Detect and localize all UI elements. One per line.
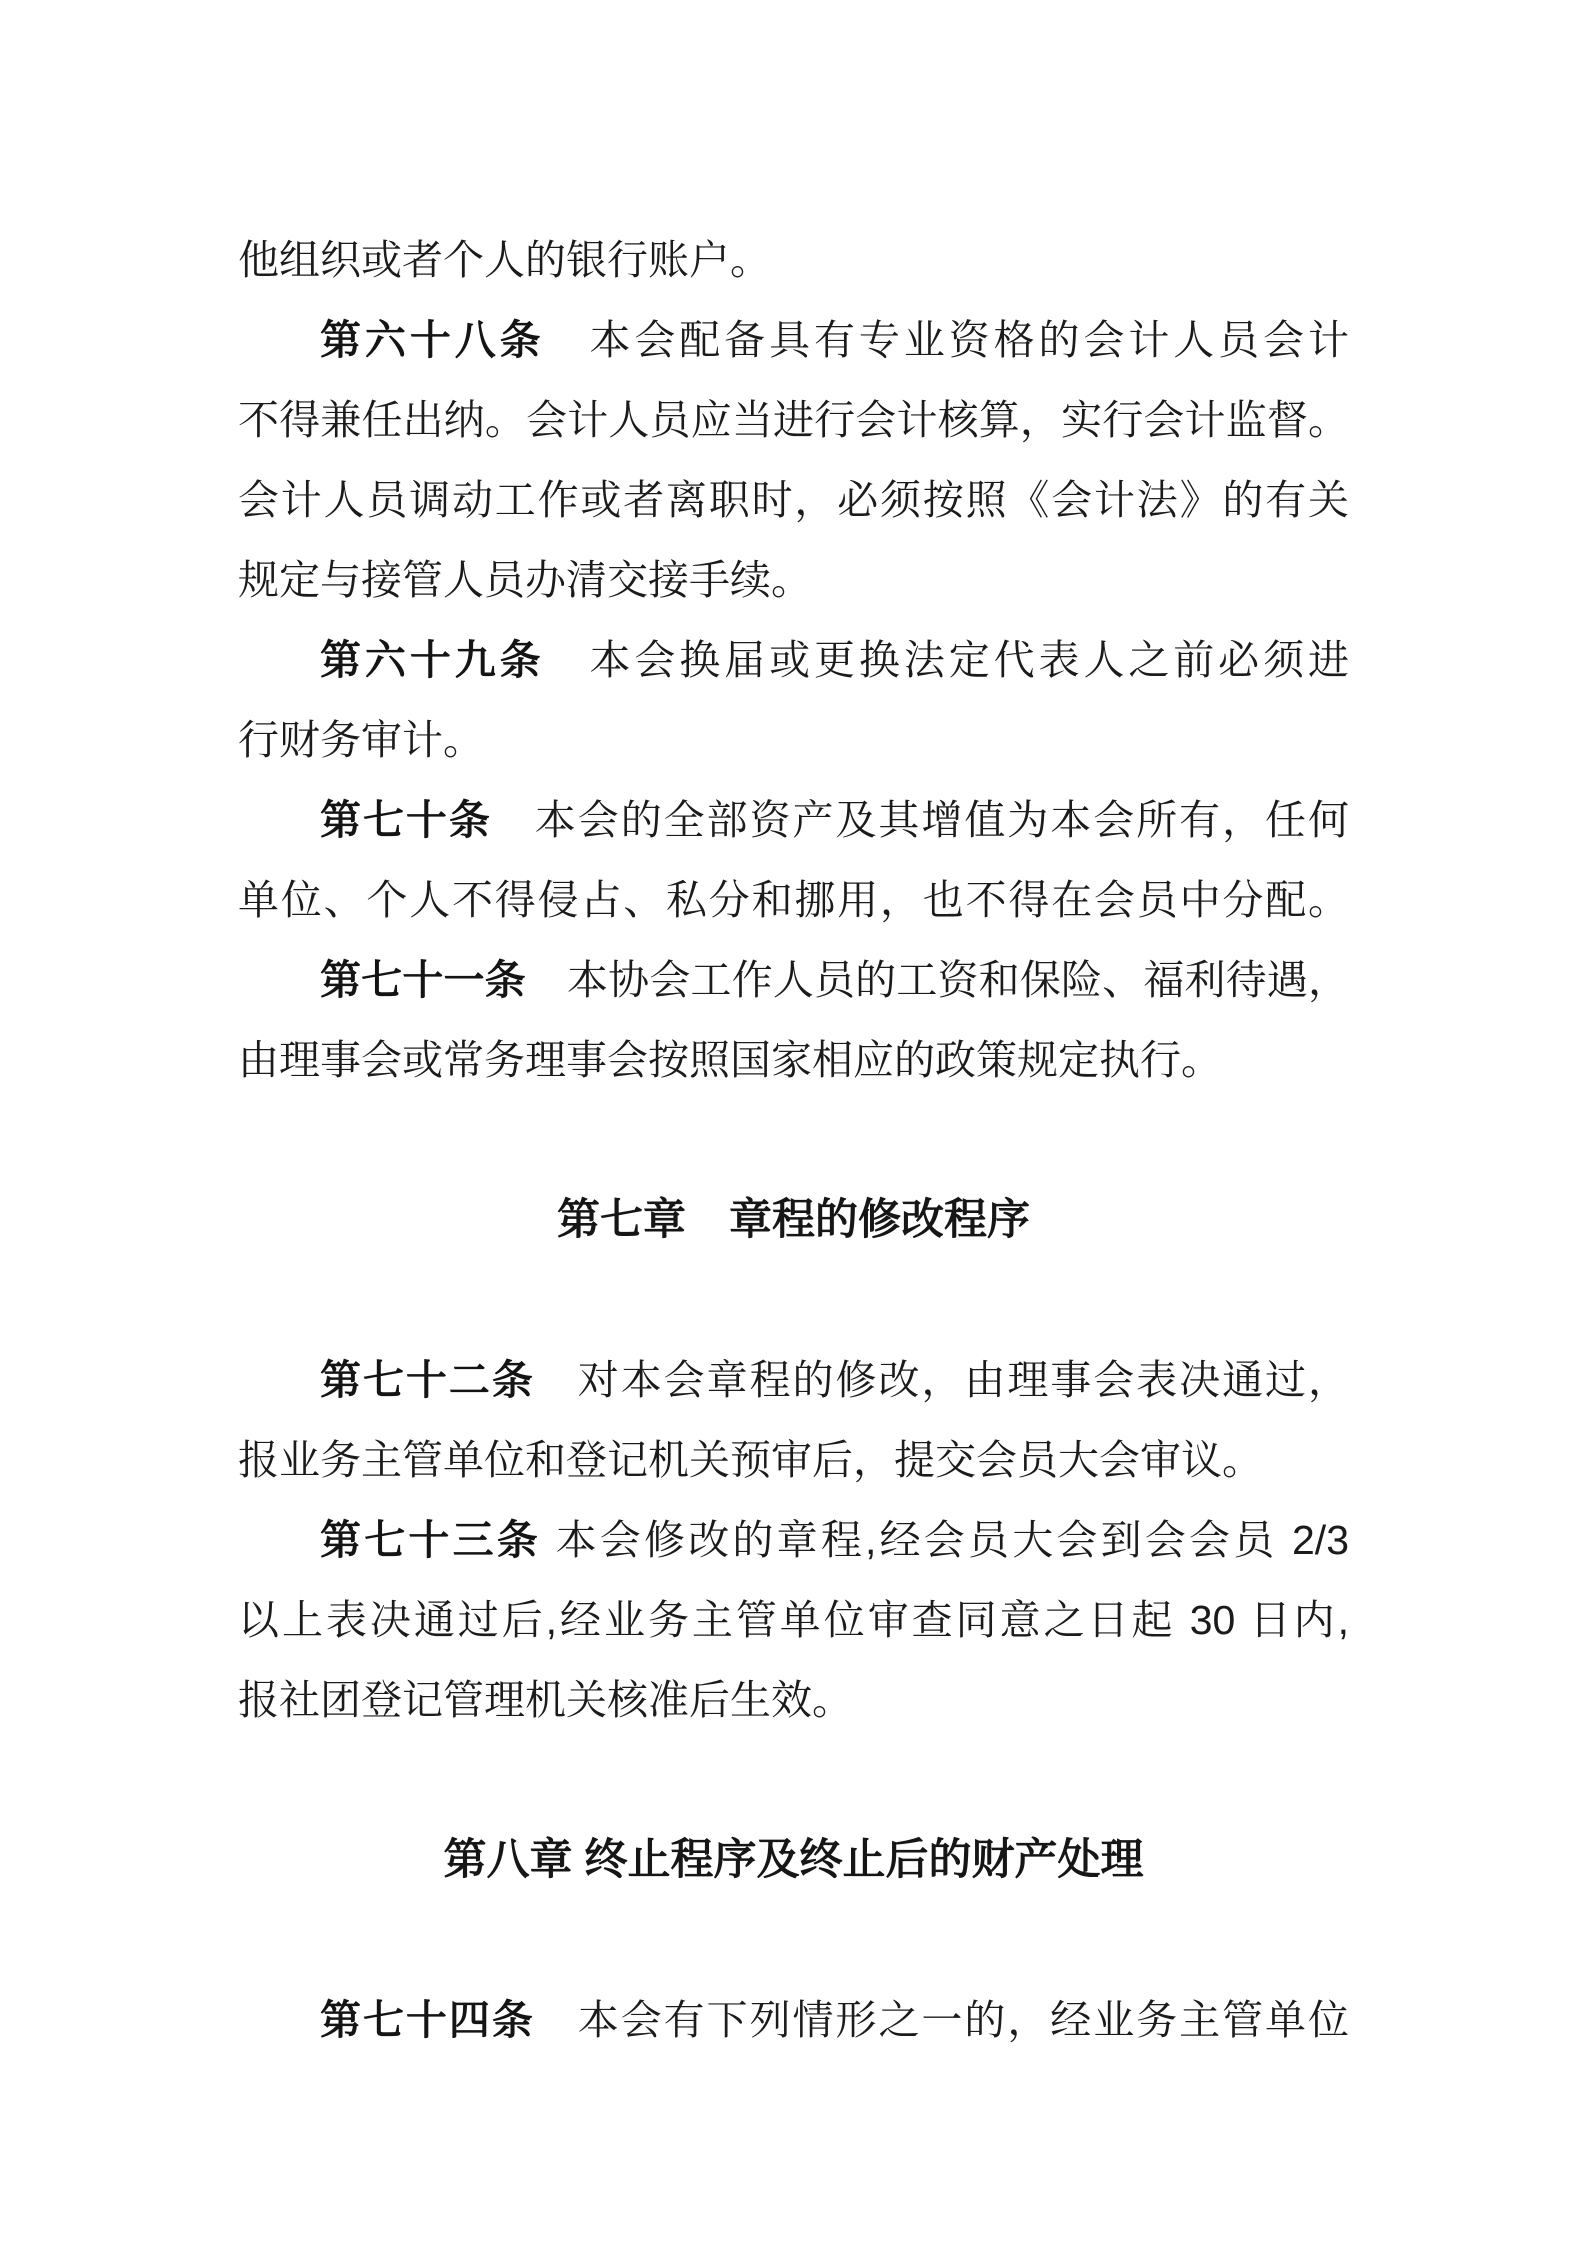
blank-line <box>238 1740 1349 1820</box>
line-text: 由理事会或常务理事会按照国家相应的政策规定执行。 <box>238 1037 1222 1083</box>
line-text: 会计人员调动工作或者离职时，必须按照《会计法》的有关 <box>238 477 1349 523</box>
line-text: 不得兼任出纳。会计人员应当进行会计核算，实行会计监督。 <box>238 397 1349 443</box>
blank-line <box>238 1900 1349 1980</box>
text-line <box>238 1660 1349 1740</box>
line-text: 本协会工作人员的工资和保险、福利待遇， <box>525 957 1350 1003</box>
text-line <box>238 380 1349 460</box>
line-text: 本会有下列情形之一的，经业务主管单位 <box>534 1997 1350 2043</box>
text-line <box>238 300 1349 380</box>
text-line <box>238 940 1349 1020</box>
text-line <box>238 540 1349 620</box>
text-line <box>238 780 1349 860</box>
article-number: 第七十一条 <box>320 957 526 1003</box>
text-line <box>238 1580 1349 1660</box>
chapter-heading <box>238 1820 1349 1900</box>
line-text: 单位、个人不得侵占、私分和挪用，也不得在会员中分配。 <box>238 877 1349 923</box>
line-text: 本会配备具有专业资格的会计人员会计 <box>544 317 1349 363</box>
blank-line <box>238 1260 1349 1340</box>
line-text: 本会修改的章程,经会员大会到会会员 2/3 <box>541 1517 1350 1563</box>
text-line <box>238 620 1349 700</box>
text-line <box>238 860 1349 940</box>
chapter-heading-text: 第七章 章程的修改程序 <box>557 1196 1030 1244</box>
line-text: 规定与接管人员办清交接手续。 <box>238 557 812 603</box>
chapter-heading-text: 第八章 终止程序及终止后的财产处理 <box>443 1836 1144 1884</box>
line-text: 本会的全部资产及其增值为本会所有，任何 <box>491 797 1349 843</box>
text-line <box>238 1980 1349 2060</box>
line-text: 报业务主管单位和登记机关预审后，提交会员大会审议。 <box>238 1437 1263 1483</box>
article-number: 第七十条 <box>320 797 492 843</box>
article-number: 第六十九条 <box>320 637 545 683</box>
line-text: 报社团登记管理机关核准后生效。 <box>238 1677 853 1723</box>
chapter-heading <box>238 1180 1349 1260</box>
text-line <box>238 700 1349 780</box>
blank-line <box>238 1100 1349 1180</box>
article-number: 第六十八条 <box>320 317 545 363</box>
article-number: 第七十三条 <box>320 1517 542 1563</box>
text-line <box>238 1500 1349 1580</box>
document-body <box>238 220 1349 2060</box>
text-line <box>238 1020 1349 1100</box>
line-text: 对本会章程的修改，由理事会表决通过， <box>534 1357 1350 1403</box>
article-number: 第七十二条 <box>320 1357 535 1403</box>
article-number: 第七十四条 <box>320 1997 535 2043</box>
text-line <box>238 220 1349 300</box>
text-line <box>238 1340 1349 1420</box>
line-text: 他组织或者个人的银行账户。 <box>238 237 771 283</box>
line-text: 本会换届或更换法定代表人之前必须进 <box>544 637 1349 683</box>
text-line <box>238 460 1349 540</box>
line-text: 以上表决通过后,经业务主管单位审查同意之日起 30 日内, <box>238 1597 1349 1643</box>
text-line <box>238 1420 1349 1500</box>
line-text: 行财务审计。 <box>238 717 484 763</box>
